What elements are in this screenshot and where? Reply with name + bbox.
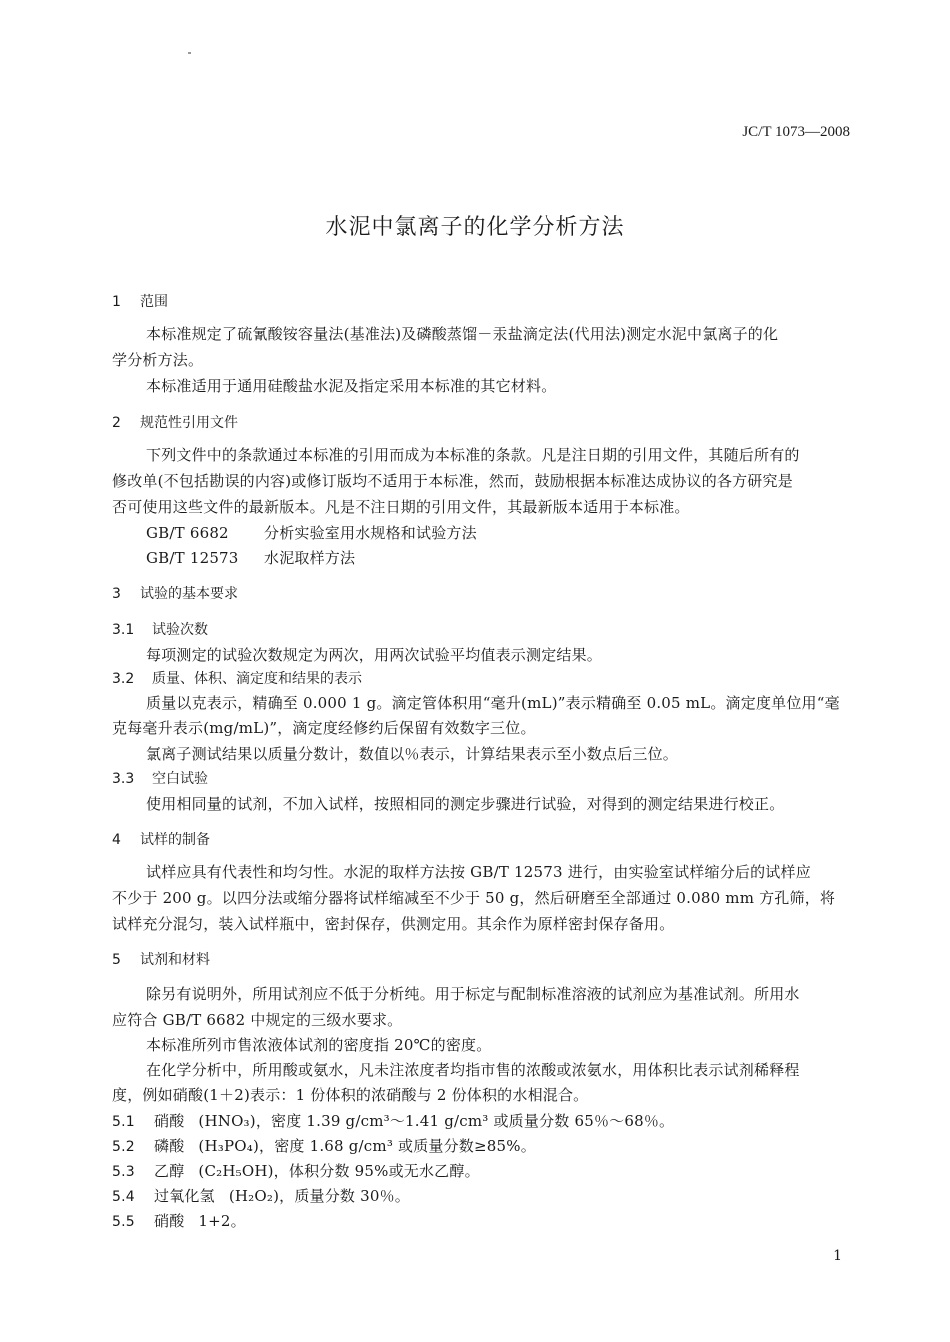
reagent-description: (H₃PO₄)，密度 1.68 g/cm³ 或质量分数≥85%。 bbox=[198, 1137, 536, 1155]
section-number: 1 bbox=[112, 294, 121, 310]
reagent-item bbox=[112, 1110, 674, 1131]
paragraph: 学分析方法。 bbox=[112, 351, 204, 369]
paragraph: 在化学分析中，所用酸或氨水，凡未注浓度者均指市售的浓酸或浓氨水，用体积比表示试剂稀释程 bbox=[146, 1061, 800, 1079]
reference-code: GB/T 12573 bbox=[146, 549, 239, 567]
subsection-3-3-heading bbox=[112, 768, 208, 788]
section-title: 试剂和材料 bbox=[140, 952, 210, 968]
reference-item bbox=[146, 522, 477, 543]
paragraph: 每项测定的试验次数规定为两次，用两次试验平均值表示测定结果。 bbox=[146, 646, 603, 664]
reagent-number: 5.4 bbox=[112, 1189, 135, 1205]
section-1-heading bbox=[112, 291, 168, 311]
subsection-number: 3.2 bbox=[112, 671, 135, 687]
paragraph: 本标准规定了硫氰酸铵容量法(基准法)及磷酸蒸馏－汞盐滴定法(代用法)测定水泥中氯离子的化 bbox=[146, 325, 779, 343]
reagent-number: 5.3 bbox=[112, 1164, 135, 1180]
paragraph: 修改单(不包括勘误的内容)或修订版均不适用于本标准，然而，鼓励根据本标准达成协议的各方研究是 bbox=[112, 472, 793, 490]
subsection-number: 3.3 bbox=[112, 771, 135, 787]
reagent-description: (C₂H₅OH)，体积分数 95%或无水乙醇。 bbox=[198, 1162, 480, 1180]
reagent-item bbox=[112, 1160, 480, 1181]
reagent-item bbox=[112, 1135, 536, 1156]
section-number: 3 bbox=[112, 586, 121, 602]
paragraph: 使用相同量的试剂，不加入试样，按照相同的测定步骤进行试验，对得到的测定结果进行校正。 bbox=[146, 795, 785, 813]
section-2-heading bbox=[112, 412, 238, 432]
subsection-number: 3.1 bbox=[112, 622, 135, 638]
paragraph: 本标准适用于通用硅酸盐水泥及指定采用本标准的其它材料。 bbox=[146, 377, 557, 395]
paragraph: 度，例如硝酸(1＋2)表示：1 份体积的浓硝酸与 2 份体积的水相混合。 bbox=[112, 1086, 589, 1104]
document-code: JC/T 1073—2008 bbox=[742, 124, 850, 140]
paragraph: 氯离子测试结果以质量分数计，数值以％表示，计算结果表示至小数点后三位。 bbox=[146, 745, 679, 763]
reference-item bbox=[146, 547, 355, 568]
reagent-name: 乙醇 bbox=[154, 1162, 185, 1180]
reference-name: 分析实验室用水规格和试验方法 bbox=[264, 524, 477, 542]
section-title: 范围 bbox=[140, 294, 168, 310]
reagent-item bbox=[112, 1185, 410, 1206]
reagent-description: (H₂O₂)，质量分数 30％。 bbox=[228, 1187, 410, 1205]
reagent-number: 5.1 bbox=[112, 1114, 135, 1130]
reagent-number: 5.2 bbox=[112, 1139, 135, 1155]
section-title: 试验的基本要求 bbox=[140, 586, 238, 602]
subsection-3-1-heading bbox=[112, 619, 208, 639]
section-title: 试样的制备 bbox=[140, 832, 210, 848]
paragraph: 本标准所列市售浓液体试剂的密度指 20℃的密度。 bbox=[146, 1036, 492, 1054]
reagent-description: (HNO₃)，密度 1.39 g/cm³～1.41 g/cm³ 或质量分数 65％～68％。 bbox=[198, 1112, 675, 1130]
reagent-name: 硝酸 bbox=[154, 1212, 185, 1230]
reagent-item bbox=[112, 1210, 246, 1231]
reagent-name: 过氧化氢 bbox=[154, 1187, 215, 1205]
section-number: 4 bbox=[112, 832, 121, 848]
paragraph: 质量以克表示，精确至 0.000 1 g。滴定管体积用“毫升(mL)”表示精确至 0.05 mL。滴定度单位用“毫 bbox=[146, 694, 840, 712]
paragraph: 否可使用这些文件的最新版本。凡是不注日期的引用文件，其最新版本适用于本标准。 bbox=[112, 498, 690, 516]
paragraph: 应符合 GB/T 6682 中规定的三级水要求。 bbox=[112, 1011, 403, 1029]
section-number: 2 bbox=[112, 415, 121, 431]
subsection-title: 质量、体积、滴定度和结果的表示 bbox=[152, 671, 362, 687]
reagent-name: 硝酸 bbox=[154, 1112, 185, 1130]
page-number: 1 bbox=[833, 1248, 842, 1264]
section-4-heading bbox=[112, 829, 210, 849]
reference-name: 水泥取样方法 bbox=[264, 549, 356, 567]
section-title: 规范性引用文件 bbox=[140, 415, 238, 431]
paragraph: 下列文件中的条款通过本标准的引用而成为本标准的条款。凡是注日期的引用文件，其随后所有的 bbox=[146, 446, 800, 464]
section-3-heading bbox=[112, 583, 238, 603]
subsection-3-2-heading bbox=[112, 668, 362, 688]
paragraph: 不少于 200 g。以四分法或缩分器将试样缩减至不少于 50 g，然后研磨至全部通过 0.080 mm 方孔筛，将 bbox=[112, 889, 836, 907]
section-number: 5 bbox=[112, 952, 121, 968]
paragraph: 克每毫升表示(mg/mL)”，滴定度经修约后保留有效数字三位。 bbox=[112, 719, 536, 737]
section-5-heading bbox=[112, 949, 210, 969]
page-title: 水泥中氯离子的化学分析方法 bbox=[325, 215, 625, 240]
paragraph: 试样应具有代表性和均匀性。水泥的取样方法按 GB/T 12573 进行，由实验室试样缩分后的试样应 bbox=[146, 863, 811, 881]
paragraph: 除另有说明外，所用试剂应不低于分析纯。用于标定与配制标准溶液的试剂应为基准试剂。所用水 bbox=[146, 985, 800, 1003]
reagent-number: 5.5 bbox=[112, 1214, 135, 1230]
reagent-description: 1+2。 bbox=[198, 1212, 246, 1230]
reagent-name: 磷酸 bbox=[154, 1137, 185, 1155]
paragraph: 试样充分混匀，装入试样瓶中，密封保存，供测定用。其余作为原样密封保存备用。 bbox=[112, 915, 675, 933]
subsection-title: 空白试验 bbox=[152, 771, 208, 787]
scan-speck bbox=[188, 52, 191, 54]
reference-code: GB/T 6682 bbox=[146, 524, 229, 542]
subsection-title: 试验次数 bbox=[152, 622, 208, 638]
